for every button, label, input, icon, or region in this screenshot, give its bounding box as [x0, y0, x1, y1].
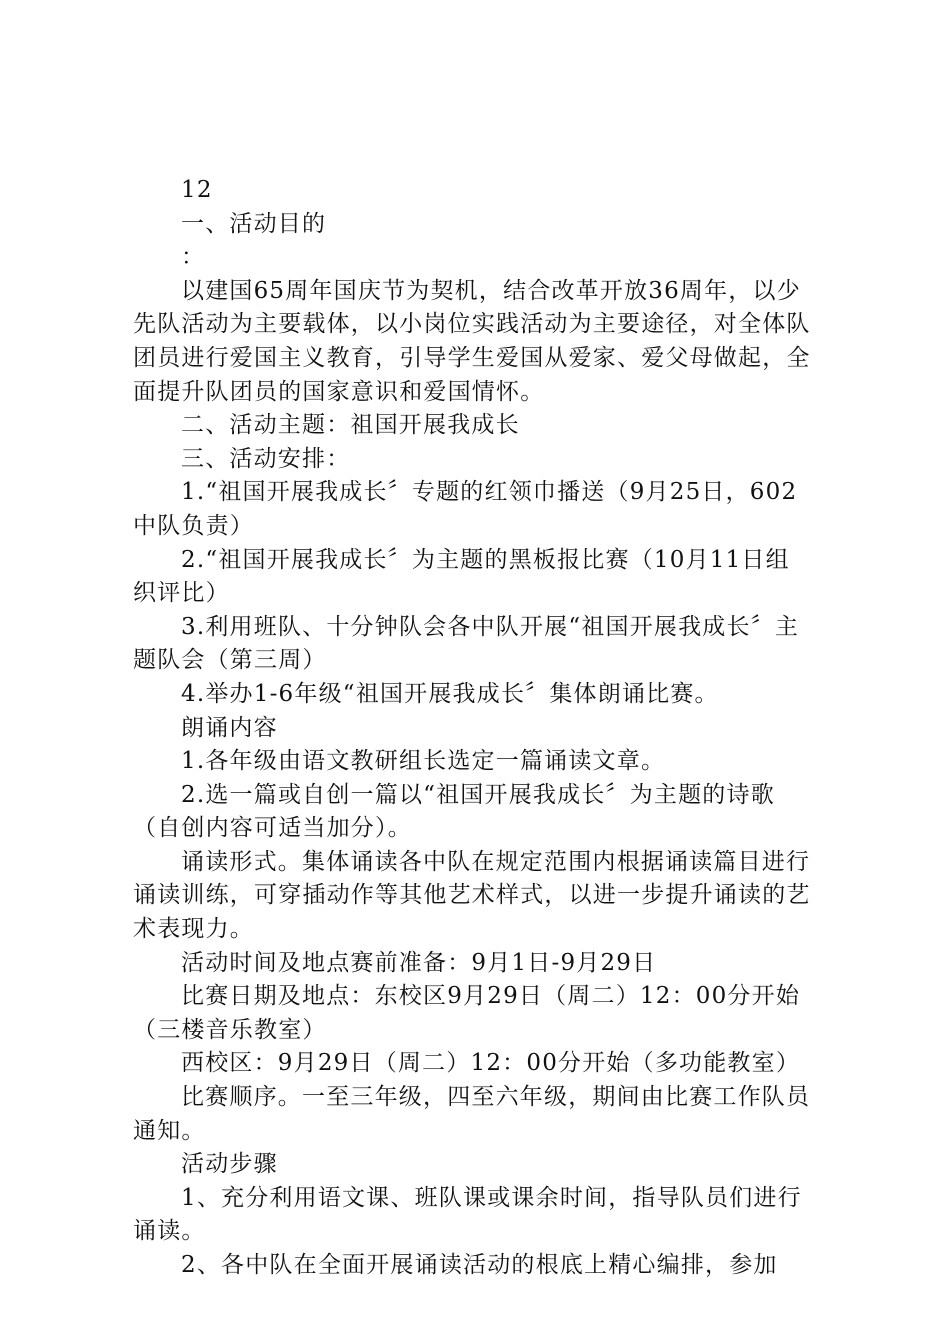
paragraph-date-east-campus: 比赛日期及地点：东校区9月29日（周二）12：00分开始（三楼音乐教室）: [133, 983, 801, 1043]
paragraph-purpose: 以建国65周年国庆节为契机，结合改革开放36周年，以少先队活动为主要载体，以小岗位实践活动为主要途径，对全体队团员进行爱国主义教育，引导学生爱国从爱家、爱父母做起，全面提升队团员的国家意识和爱国情怀。: [133, 277, 811, 405]
paragraph-west-campus: 西校区：9月29日（周二）12：00分开始（多功能教室）: [181, 1050, 801, 1077]
paragraph-recitation-form: 诵读形式。集体诵读各中队在规定范围内根据诵读篇目进行诵读训练，可穿插动作等其他艺术样式，以进一步提升诵读的艺术表现力。: [133, 848, 811, 943]
subheading-recitation-content: 朗诵内容: [181, 714, 278, 741]
content-item-2: 2.选一篇或自创一篇以“祖国开展我成长〞为主题的诗歌（自创内容可适当加分）。: [133, 781, 775, 842]
document-body: [133, 174, 813, 1283]
content-item-1: 1.各年级由语文教研组长选定一篇诵读文章。: [181, 748, 666, 775]
arrangement-item-3: 3.利用班队、十分钟队会各中队开展“祖国开展我成长〞主题队会（第三周）: [133, 613, 800, 674]
paragraph-competition-order: 比赛顺序。一至三年级，四至六年级，期间由比赛工作队员通知。: [133, 1084, 811, 1144]
arrangement-item-2: 2.“祖国开展我成长〞为主题的黑板报比赛（10月11日组织评比）: [133, 546, 790, 607]
page-number: 12: [181, 177, 213, 203]
arrangement-item-1: 1.“祖国开展我成长〞专题的红领巾播送（9月25日，602中队负责）: [133, 479, 798, 539]
subheading-activity-steps: 活动步骤: [181, 1151, 278, 1178]
colon-line: ：: [181, 244, 206, 271]
section-heading-purpose: 一、活动目的: [181, 210, 327, 237]
arrangement-item-4: 4.举办1-6年级“祖国开展我成长〞集体朗诵比赛。: [181, 680, 719, 707]
step-item-2: 2、各中队在全面开展诵读活动的根底上精心编排，参加: [181, 1252, 778, 1278]
paragraph-time-preparation: 活动时间及地点赛前准备：9月1日-9月29日: [181, 949, 657, 976]
section-heading-arrangement: 三、活动安排：: [181, 445, 351, 472]
section-heading-theme: 二、活动主题：祖国开展我成长: [181, 412, 520, 439]
step-item-1: 1、充分利用语文课、班队课或课余时间，指导队员们进行诵读。: [133, 1184, 802, 1245]
